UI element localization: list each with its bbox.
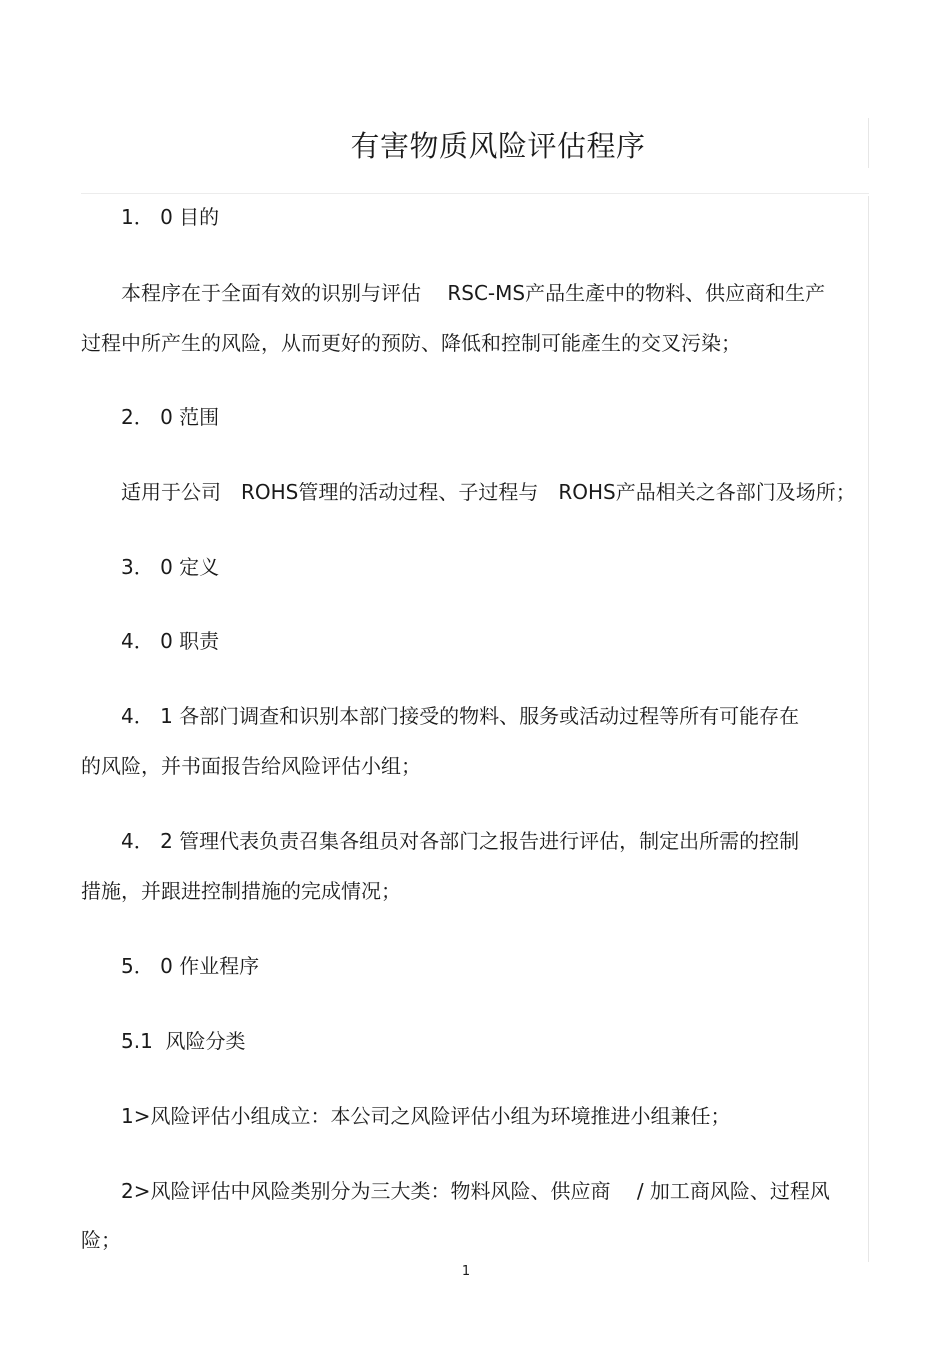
right-border [868, 196, 869, 1262]
heading-purpose: 1． 0 目的 [121, 205, 220, 229]
heading-definition: 3． 0 定义 [121, 555, 220, 579]
paragraph-purpose-line1: 本程序在于全面有效的识别与评估 RSC-MS产品生產中的物料、供应商和生产 [121, 281, 826, 305]
heading-responsibility: 4． 0 职责 [121, 629, 220, 653]
page-title: 有害物质风险评估程序 [350, 129, 646, 163]
heading-risk-classification: 5.1 风险分类 [121, 1029, 246, 1053]
item-4-2-line1: 4． 2 管理代表负责召集各组员对各部门之报告进行评估，制定出所需的控制 [121, 829, 800, 853]
item-4-1-line1: 4． 1 各部门调查和识别本部门接受的物料、服务或活动过程等所有可能存在 [121, 704, 800, 728]
item-2-line2: 险； [81, 1228, 121, 1252]
item-2-line1: 2>风险评估中风险类别分为三大类：物料风险、供应商 / 加工商风险、过程风 [121, 1179, 830, 1203]
item-1: 1>风险评估小组成立：本公司之风险评估小组为环境推进小组兼任； [121, 1104, 731, 1128]
item-4-1-line2: 的风险，并书面报告给风险评估小组； [81, 754, 421, 778]
heading-procedure: 5． 0 作业程序 [121, 954, 260, 978]
paragraph-purpose-line2: 过程中所产生的风险，从而更好的预防、降低和控制可能產生的交叉污染； [81, 331, 741, 355]
paragraph-scope: 适用于公司 ROHS管理的活动过程、子过程与 ROHS产品相关之各部门及场所； [121, 480, 856, 504]
header-divider [81, 193, 869, 194]
heading-scope: 2． 0 范围 [121, 405, 220, 429]
page-number: 1 [461, 1264, 471, 1279]
item-4-2-line2: 措施，并跟进控制措施的完成情况； [81, 879, 401, 903]
right-border-top [868, 118, 869, 168]
